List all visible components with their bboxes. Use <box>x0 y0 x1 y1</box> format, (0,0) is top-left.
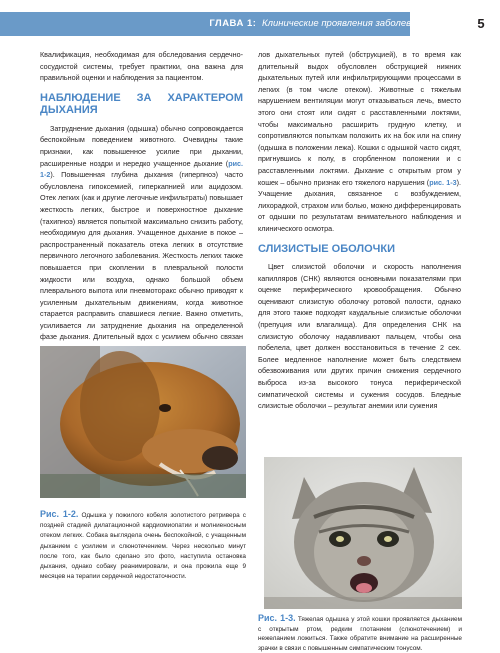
figure-label-1-2: Рис. 1-2. <box>40 509 79 519</box>
caption-text-1-3: Тяжелая одышка у этой кошки проявляется дыханием с открытым ртом, редким глотанием (слюнотечением) и нежеланием ложиться. Также обратите внимание на расширенные зрачки в связи с повышенным симпатическим тонусом. <box>258 616 462 652</box>
page-number: 5 <box>477 16 485 31</box>
continued-text-b: ). Учащение дыхания, связанное с возбуждением, лихорадкой, страхом или болью, можно дифференцировать от одышки по результатам внимательного наблюдения и клинического осмотра. <box>258 177 461 233</box>
continued-text-a: лов дыхательных путей (обструкцией), в то время как длительный выдох обусловлен обструкцией нижних дыхательных путей или инфильтрирующими процессами в легких (в том числе отеком). Животные с тяжелым нарушением вентиляции могут отказываться лечь, вместо этого они стоят или сидят с расставленными локтями, чтобы максимально расширить грудную клетку, и сопротивляются попыткам положить их на бок или на спину (одышка в положении лежа). Кошки с одышкой часто сидят, пригнувшись к полу, в сгорбленном положении и с расставленными локтями. Дыхание с открытым ртом у кошек – обычно признак его тяжелого нарушения ( <box>258 50 461 187</box>
chapter-label: ГЛАВА 1: <box>209 18 257 29</box>
figure-caption-1-2 <box>40 509 246 582</box>
mucosa-paragraph: Цвет слизистой оболочки и скорость наполнения капилляров (СНК) являются основными показателями при оценке периферического кровообращения. Обычно оценивают слизистую оболочку ротовой полости, однако для этого также подходят каудальные слизистые оболочки (препуция или влагалища). Для определения СНК на слизистую оболочку надавливают пальцем, чтобы она побелела, цвет должен восстановиться в течение 2 сек. Более медленное наполнение может быть следствием обезвоживания или других причин снижения сердечного выброса из-за высокого тонуса периферической симпатической системы и сужения сосудов. Бледные слизистые оболочки – результат анемии или сужения <box>258 262 461 411</box>
figure-ref-1-2[interactable]: рис. 1-2 <box>40 158 243 180</box>
chapter-subtitle: Клинические проявления заболеваний сердца <box>262 18 466 29</box>
breathing-text-b: ). Повышенная глубина дыхания (гиперпноэ) часто обусловлена гипоксемией, гиперкапнией или ацидозом. Отек легких (как и другие легочные инфильтраты) повышает жесткость легких, быстрое и поверхностное дыхание (тахипноэ) является попыткой максимально снизить работу, необходимую для дыхания. Учащенное дыхание в покое – распространенный показатель отека легких в отсутствие первичного легочного заболевания. Жесткость легких также повышается при скоплении в плевральной полости жидкости или воздуха, однако большой объем плеврального выпота или пневмоторакс обычно приводят к усиленным дыхательным движениям, когда животное старается расправить спавшиеся легкие. Важно отметить, усиливается ли затруднение дыхания на определенной фазе дыхания. Длительный вдох с усилием обычно связан <box>40 170 244 342</box>
page-header <box>0 8 500 34</box>
breathing-continued-paragraph <box>258 49 461 235</box>
breathing-paragraph <box>40 123 243 355</box>
dog-photo <box>40 346 246 498</box>
section-title-mucosa: СЛИЗИСТЫЕ ОБОЛОЧКИ <box>258 242 396 255</box>
intro-paragraph: Квалификация, необходимая для обследования сердечно-сосудистой системы, требует практики, она важна для правильной оценки и наблюдения за пациентом. <box>40 50 243 83</box>
running-head <box>0 12 466 36</box>
breathing-text-a: Затруднение дыхания (одышка) обычно сопровождается беспокойным поведением животного. Очевидны такие признаки, как повышенное усилие при дыхании, расширенные ноздри и нередко учащенное дыхание ( <box>40 123 243 168</box>
left-column <box>40 49 243 355</box>
right-column <box>258 49 461 412</box>
figure-ref-1-3[interactable]: рис. 1-3 <box>429 177 457 187</box>
caption-text-1-2: Одышка у пожилого кобеля золотистого ретривера с поздней стадией дилатационной кардиомиопатии и молниеносным отеком легких. Собака выглядела очень беспокойной, с учащенным дыханием с усилием и слюнотечением. Через несколько минут после того, как было сделано это фото, наступила остановка дыхания, однако собаку реанимировали, и она прожила еще 9 месяцев на терапии сердечной недостаточности. <box>40 512 246 581</box>
figure-label-1-3: Рис. 1-3. <box>258 613 296 623</box>
section-title-breathing: НАБЛЮДЕНИЕ ЗА ХАРАКТЕРОМ ДЫХАНИЯ <box>40 91 243 117</box>
figure-caption-1-3 <box>258 614 462 653</box>
cat-photo <box>264 457 462 609</box>
